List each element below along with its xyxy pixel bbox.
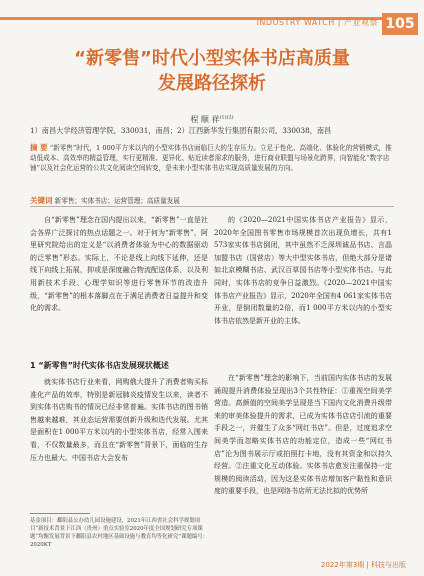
body-right-column-bottom [214,372,392,498]
author-name: 程 顺 祥 [190,115,220,124]
section-label: INDUSTRY WATCH | 产业观察 [256,18,378,27]
body-left-column-top [30,214,208,315]
title-line-1: “新零售”时代小型实体书店高质量 [74,48,350,69]
article-title [0,46,424,96]
page-footer: 2022年第3期 | 科技与出版 [320,561,406,569]
paragraph: 就实体书店行业来看，网购俄大提升了消费者购买标准化产品的效率，特别是新冠肺炎疫情发生以来，读者不到实体书店购书的情况已经非常普遍。实体书店的图书销售越来越难，其业态运营需要创新升级和迭代发展。尤其是面积在1 000平方米以内的小型实体书店，经常入围来看，不仅数量最多，而且在“新零售”背景下，面临的生存压力也最大。中国书店大会发布 [30,378,208,462]
title-line-2: 发展路径探析 [158,73,266,94]
affiliation: 1）南昌大学经济管理学院，330031，南昌；2）江西新华发行集团有限公司，330038，南昌 [30,126,332,135]
abstract-text: “新零售”时代，1 000平方米以内的小型实体书店面临巨大的生存压力。立足于性化、高端化、体验化的营销模式，推动低成本、高效率的精益管理，实行更精准、更异化、贴近读者需求的服务，进行商业联盟与场景化跨界，向智能化“数字店铺”以及社会化运营的公共文化阅读空间转变，是未来小型实体书店实现高质量发展的方向。 [30,144,392,172]
page-header [0,0,424,34]
author-affiliation-marks: (1)(2) [219,114,234,121]
paragraph: 在“新零售”理念的影响下，当前国内实体书店的发展涌现提升消费体验呈现出3个共性特征：①重视空间美学营造。高颜值的空间美学呈现是当下国内文化消费升级带来的审美体验提升的需求，已成为实体书店店引流的重要手段之一，并催生了众多“网红书店”。但是，过度追求空间美学而忽略实体书店的功能定位，造成一些“网红书店”沦为图书展示厅或拍照打卡地，没有其资金和以持久经营。②注重文化互动体验。实体书店愈发注重保持一定规模的阅读活动，因为这是实体书店增加客户黏性和意识度的重要手段，也是网络书店所无法比拟的优势所 [214,374,392,496]
paragraph: 的《2020—2021中国实体书店产业报告》显示，2020年全国图书零售市场规模首次出现负增长，共有1 573家实体书店倒闭，其中虽然不乏深圳诚品书店、言晶加盟书店（国营店）等大中型实体书店，但绝大部分是诸如北京模糊书店、武汉百草园书店等小型实体书店。与此同时，实体书店的竞争日益激烈。《2020—2021中国实体书店产业报告》显示，2020年全国有4 061家实体书店开业，是倒闭数量的2倍，而1 000平方米以内的小型实体书店依然是新开业的主体。 [214,216,392,325]
body-left-column-bottom [30,376,208,464]
paragraph: 自“新零售”理念在国内提出以来，“新零售”一直是社会各界广泛探讨的热点话题之一。对于何为“新零售”，阿里研究院给出的定义是“以消费者体验为中心的数据驱动的泛零售”形态。实际上，不论是线上向线下延伸，还是线下向线上拓展，抑或是深度融合物流配送体系，以及利用新技术手段、心理学知识等进行零售环节的改造升级，“新零售”的根本落脚点在于满足消费者日益提升和变化的需求。 [30,216,208,313]
abstract-label: 摘 要 [30,143,48,152]
author-line [0,114,424,125]
footnote-rule [30,513,90,514]
footnote: 基金项目：鄱阳县公办幼儿园设施建设，2021年江西省社会科学规划项目“新技术背景下江西（贵州）重点实验室2020年度全国规划研究专项课题“均衡发展背景下鄱阳县农村地区基础设施与教育均等化研究”课题编号：2020KT [30,518,209,548]
keywords-text: 新零售；实体书店；运营管理；高质量发展 [54,197,180,205]
keywords [30,195,394,206]
body-right-column-top [214,214,392,327]
abstract [30,143,394,173]
page-number: 105 [382,13,418,35]
abstract-divider [30,206,394,207]
section-heading: 1 “新零售”时代实体书店发展现状概述 [30,361,169,370]
keywords-label: 关键词 [30,196,53,205]
